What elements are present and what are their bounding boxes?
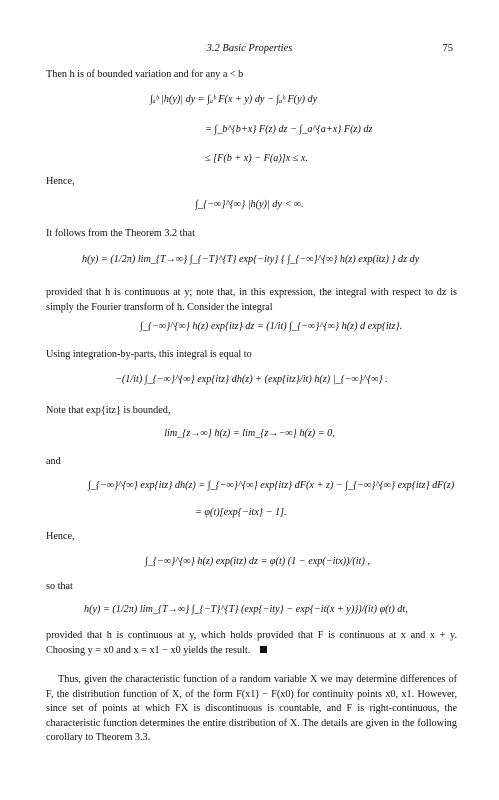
- equation: ≤ [F(b + x) − F(a)]x ≤ x.: [205, 153, 309, 164]
- paragraph: Then h is of bounded variation and for any a < b: [46, 69, 244, 80]
- paragraph: Using integration-by-parts, this integral is equal to: [46, 349, 252, 360]
- paragraph: provided that h is continuous at y; note that, in this expression, the integral with respect to dz is simply the Fourier transform of h. Consider the integral: [46, 287, 457, 313]
- paragraph: Hence,: [46, 176, 75, 187]
- paragraph: Thus, given the characteristic function of a random variable X we may determine differences of F, the distribution function of X, of the form F(x1) − F(x0) for continuity points x0, x1. However, since set of points at which FX is discontinuous is countable, and F is right-continuous, the characteristic function determines the entire distribution of X. The details are given in the following corollary to Theorem 3.3.: [46, 674, 457, 744]
- equation: = ∫_b^{b+x} F(z) dz − ∫_a^{a+x} F(z) dz: [205, 124, 373, 135]
- equation: ∫_{−∞}^{∞} exp{itz} dh(z) = ∫_{−∞}^{∞} exp{itz} dF(x + z) − ∫_{−∞}^{∞} exp{itz} dF(z): [88, 480, 455, 491]
- running-header: 3.2 Basic Properties: [206, 43, 293, 54]
- equation: h(y) = (1/2π) lim_{T→∞} ∫_{−T}^{T} exp{−ity} { ∫_{−∞}^{∞} h(z) exp(itz) } dz dy: [82, 254, 420, 265]
- equation: h(y) = (1/2π) lim_{T→∞} ∫_{−T}^{T} (exp{−ity} − exp{−it(x + y)})/(it) φ(t) dt,: [84, 604, 408, 615]
- paragraph-text: provided that h is continuous at y, which holds provided that F is continuous at x and x + y. Choosing y = x0 and x = x1 − x0 yields the result.: [46, 630, 457, 656]
- paragraph-with-qed: [46, 629, 457, 658]
- paragraph: Note that exp{itz} is bounded,: [46, 405, 171, 416]
- equation: ∫_{−∞}^{∞} h(z) exp{itz} dz = (1/it) ∫_{−∞}^{∞} h(z) d exp{itz}.: [140, 321, 403, 332]
- equation: lim_{z→∞} h(z) = lim_{z→−∞} h(z) = 0,: [164, 428, 335, 439]
- paragraph: so that: [46, 581, 73, 592]
- equation: −(1/it) ∫_{−∞}^{∞} exp{itz} dh(z) + (exp{itz}/it) h(z) |_{−∞}^{∞} .: [115, 374, 388, 385]
- paragraph: Hence,: [46, 531, 75, 542]
- equation: ∫_{−∞}^{∞} h(z) exp(itz) dz = φ(t) (1 − exp(−itx))/(it) ,: [145, 556, 370, 567]
- equation: ∫ₐᵇ |h(y)| dy = ∫ₐᵇ F(x + y) dy − ∫ₐᵇ F(y) dy: [150, 94, 318, 105]
- equation: = φ(t)[exp{−itx} − 1].: [195, 507, 287, 518]
- page-number: 75: [442, 43, 453, 54]
- qed-square-icon: [260, 646, 267, 653]
- paragraph: It follows from the Theorem 3.2 that: [46, 228, 195, 239]
- paragraph: and: [46, 456, 61, 467]
- equation: ∫_{−∞}^{∞} |h(y)| dy < ∞.: [195, 199, 304, 210]
